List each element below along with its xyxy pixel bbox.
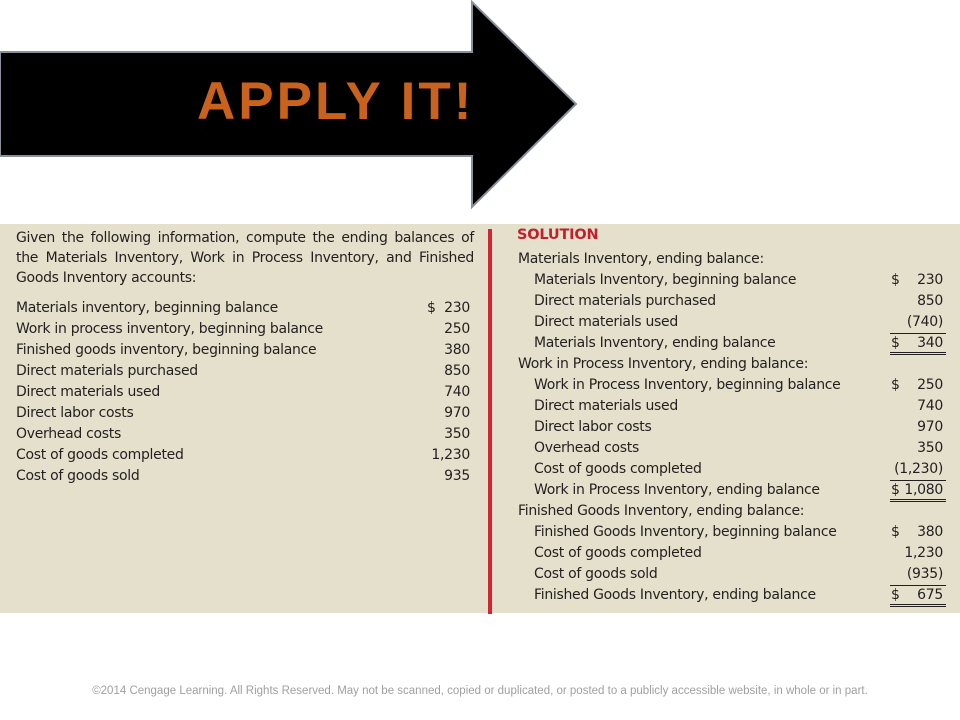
row-label: Cost of goods completed <box>534 461 702 477</box>
currency-sign: $ <box>891 377 900 393</box>
list-item <box>16 403 476 424</box>
solution-heading: Materials Inventory, ending balance: <box>518 251 764 267</box>
banner-title: APPLY IT! <box>197 72 475 131</box>
list-item <box>16 466 476 487</box>
list-item <box>16 340 476 361</box>
problem-statement: Given the following information, compute the ending balances of the Materials Inventory, Work in Process Inventory, and Finished Goods Inventory accounts: <box>16 230 474 286</box>
solution-title: SOLUTION <box>517 227 599 243</box>
item-label: Direct materials used <box>16 384 160 400</box>
item-label: Finished goods inventory, beginning balance <box>16 342 317 358</box>
row-label: Finished Goods Inventory, beginning balance <box>534 524 837 540</box>
currency-sign: $ <box>891 524 900 540</box>
row-label: Overhead costs <box>534 440 639 456</box>
row-label: Direct materials used <box>534 314 678 330</box>
row-label: Work in Process Inventory, beginning balance <box>534 377 841 393</box>
row-label: Finished Goods Inventory, ending balance <box>534 587 816 603</box>
row-label: Direct materials used <box>534 398 678 414</box>
solution-heading: Work in Process Inventory, ending balance: <box>518 356 809 372</box>
row-value: 740 <box>917 398 943 414</box>
item-label: Cost of goods sold <box>16 468 140 484</box>
item-label: Cost of goods completed <box>16 447 184 463</box>
currency-sign: $ <box>891 587 900 603</box>
solution-row <box>534 564 946 585</box>
solution-row <box>534 312 946 333</box>
row-value: 1,230 <box>904 545 943 561</box>
row-value: 970 <box>917 419 943 435</box>
currency-sign: $ <box>891 482 900 498</box>
solution-row <box>534 438 946 459</box>
solution-total-row <box>534 333 946 354</box>
item-value: 380 <box>444 342 470 358</box>
divider-line <box>488 229 492 614</box>
row-label: Cost of goods completed <box>534 545 702 561</box>
row-value: (1,230) <box>894 461 943 477</box>
row-value: (740) <box>906 314 943 330</box>
item-value: 935 <box>444 468 470 484</box>
total-rule <box>890 333 946 355</box>
total-rule <box>890 480 946 502</box>
solution-row <box>534 270 946 291</box>
row-value: 675 <box>917 587 943 603</box>
item-label: Materials inventory, beginning balance <box>16 300 278 316</box>
row-label: Direct materials purchased <box>534 293 716 309</box>
row-value: 340 <box>917 335 943 351</box>
row-label: Cost of goods sold <box>534 566 658 582</box>
list-item <box>16 382 476 403</box>
row-value: 380 <box>917 524 943 540</box>
list-item <box>16 319 476 340</box>
solution-row <box>534 459 946 480</box>
row-label: Materials Inventory, ending balance <box>534 335 776 351</box>
row-label: Work in Process Inventory, ending balance <box>534 482 820 498</box>
row-value: 1,080 <box>904 482 943 498</box>
copyright-footer: ©2014 Cengage Learning. All Rights Reserved. May not be scanned, copied or duplicated, or posted to a publicly accessible website, in whole or in part. <box>92 685 868 697</box>
row-value: 850 <box>917 293 943 309</box>
item-label: Work in process inventory, beginning balance <box>16 321 323 337</box>
row-label: Direct labor costs <box>534 419 652 435</box>
currency-sign: $ <box>427 300 436 316</box>
solution-total-row <box>534 480 946 501</box>
item-value: 740 <box>444 384 470 400</box>
solution-row <box>534 417 946 438</box>
solution-row <box>534 522 946 543</box>
item-label: Direct labor costs <box>16 405 134 421</box>
list-item <box>16 361 476 382</box>
item-label: Direct materials purchased <box>16 363 198 379</box>
row-value: 250 <box>917 377 943 393</box>
item-value: 350 <box>444 426 470 442</box>
solution-row <box>534 291 946 312</box>
row-value: 350 <box>917 440 943 456</box>
row-value: (935) <box>906 566 943 582</box>
solution-total-row <box>534 585 946 606</box>
item-value: 850 <box>444 363 470 379</box>
item-value: 230 <box>444 300 470 316</box>
list-item <box>16 445 476 466</box>
total-rule <box>890 585 946 607</box>
item-label: Overhead costs <box>16 426 121 442</box>
list-item <box>16 424 476 445</box>
row-value: 230 <box>917 272 943 288</box>
item-value: 970 <box>444 405 470 421</box>
solution-row <box>534 543 946 564</box>
row-label: Materials Inventory, beginning balance <box>534 272 797 288</box>
item-value: 250 <box>444 321 470 337</box>
solution-row <box>534 375 946 396</box>
currency-sign: $ <box>891 272 900 288</box>
solution-row <box>534 396 946 417</box>
item-value: 1,230 <box>431 447 470 463</box>
solution-heading: Finished Goods Inventory, ending balance: <box>518 503 805 519</box>
list-item <box>16 298 476 319</box>
currency-sign: $ <box>891 335 900 351</box>
